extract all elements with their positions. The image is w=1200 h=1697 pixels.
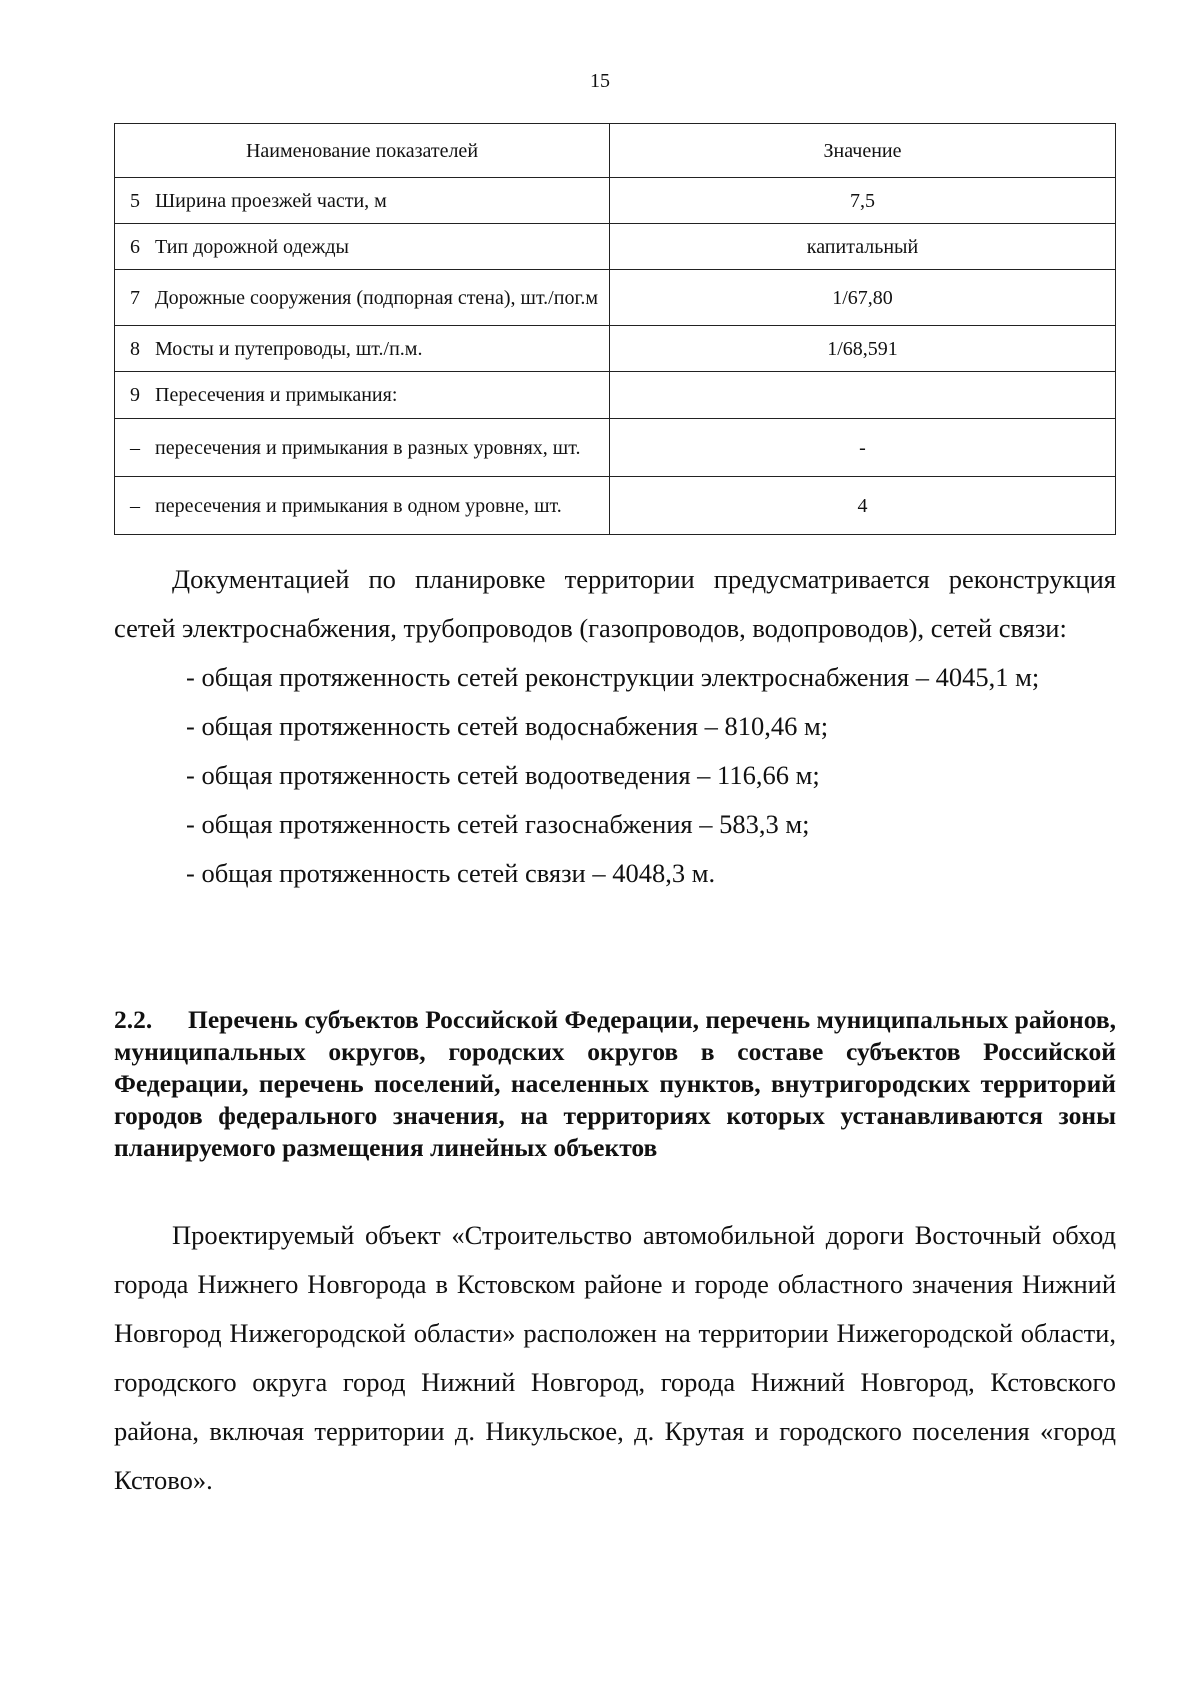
row-number: 9 bbox=[130, 384, 140, 406]
row-value: 7,5 bbox=[610, 178, 1116, 224]
list-item: - общая протяженность сетей водоснабжения – 810,46 м; bbox=[186, 711, 829, 741]
row-value: 1/68,591 bbox=[610, 326, 1116, 372]
list-item: - общая протяженность сетей водоотведения – 116,66 м; bbox=[186, 760, 820, 790]
section-number: 2.2. bbox=[114, 1005, 153, 1034]
header-value-cell: Значение bbox=[610, 124, 1116, 178]
row-number: 5 bbox=[130, 189, 140, 212]
page-number: 15 bbox=[590, 70, 610, 92]
row-value: капитальный bbox=[610, 224, 1116, 270]
row-label: Пересечения и примыкания: bbox=[155, 384, 398, 406]
row-label: Ширина проезжей части, м bbox=[155, 189, 387, 212]
body-paragraph: Проектируемый объект «Строительство автомобильной дороги Восточный обход города Нижнего Новгорода в Кстовском районе и городе областного значения Нижний Новгород Нижегородской области» расположен на территории Нижегородской области, городского округа город Нижний Новгород, города Нижний Новгород, Кстовского района, включая территории д. Никульское, д. Крутая и городского поселения «город Кстово». bbox=[114, 1220, 1116, 1495]
row-label: Мосты и путепроводы, шт./п.м. bbox=[155, 337, 423, 360]
row-number: 6 bbox=[130, 235, 140, 258]
networks-section bbox=[114, 555, 1116, 898]
table-row bbox=[115, 224, 1116, 270]
row-dash: – bbox=[130, 436, 140, 459]
table-row bbox=[115, 477, 1116, 535]
list-item: - общая протяженность сетей реконструкции электроснабжения – 4045,1 м; bbox=[186, 662, 1040, 692]
row-value: 1/67,80 bbox=[610, 270, 1116, 326]
object-description-section bbox=[114, 1211, 1116, 1505]
body-paragraph: Документацией по планировке территории предусматривается реконструкция сетей электроснабжения, трубопроводов (газопроводов, водопроводов), сетей связи: bbox=[114, 564, 1116, 643]
section-heading bbox=[114, 1004, 1116, 1164]
row-value: 4 bbox=[610, 477, 1116, 535]
row-label: Дорожные сооружения (подпорная стена), шт./пог.м bbox=[155, 286, 599, 309]
row-label: пересечения и примыкания в одном уровне, шт. bbox=[155, 494, 562, 517]
section-title: Перечень субъектов Российской Федерации, перечень муниципальных районов, муниципальных округов, городских округов в составе субъектов Российской Федерации, перечень поселений, населенных пунктов, внутригородских территорий городов федерального значения, на территориях которых устанавливаются зоны планируемого размещения линейных объектов bbox=[114, 1005, 1116, 1162]
table-row bbox=[115, 270, 1116, 326]
table-header-row bbox=[115, 124, 1116, 178]
row-dash: – bbox=[130, 494, 140, 517]
row-number: 7 bbox=[130, 286, 140, 309]
parameters-table bbox=[114, 123, 1116, 535]
table-row bbox=[115, 326, 1116, 372]
list-item: - общая протяженность сетей связи – 4048,3 м. bbox=[186, 858, 716, 888]
header-name-cell: Наименование показателей bbox=[115, 124, 610, 178]
row-label: пересечения и примыкания в разных уровнях, шт. bbox=[155, 436, 581, 459]
row-value: - bbox=[610, 419, 1116, 477]
row-value bbox=[610, 372, 1116, 419]
row-label: Тип дорожной одежды bbox=[155, 235, 349, 258]
list-item: - общая протяженность сетей газоснабжения – 583,3 м; bbox=[186, 809, 810, 839]
table-row bbox=[115, 372, 1116, 419]
network-lengths-list bbox=[114, 653, 1116, 898]
table-row bbox=[115, 419, 1116, 477]
table-row bbox=[115, 178, 1116, 224]
row-number: 8 bbox=[130, 337, 140, 360]
